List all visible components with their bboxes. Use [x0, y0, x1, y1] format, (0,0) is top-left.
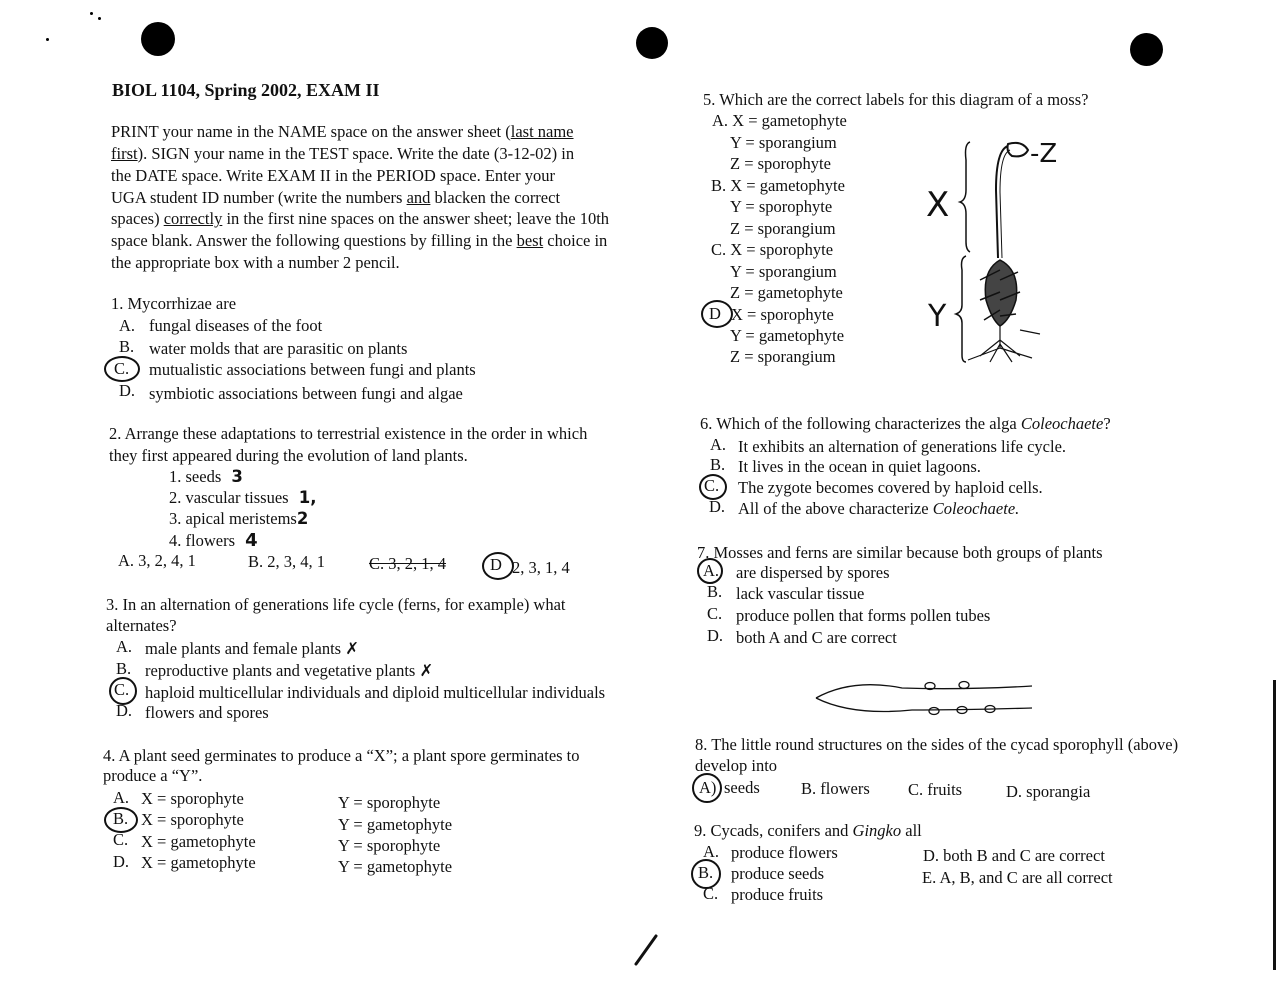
- option-letter: C.: [703, 884, 719, 903]
- option-x: X = sporophyte: [141, 810, 244, 829]
- question-stem: 9. Cycads, conifers and Gingko all: [694, 821, 922, 840]
- question-stem: alternates?: [106, 616, 177, 635]
- option-e: E. A, B, and C are all correct: [922, 868, 1113, 887]
- question-stem: develop into: [695, 756, 778, 775]
- option-y: Y = sporophyte: [338, 793, 441, 812]
- question-stem: 8. The little round structures on the sides of the cycad sporophyll (above): [695, 735, 1179, 754]
- option-text: seeds: [724, 778, 760, 797]
- question-stem: 7. Mosses and ferns are similar because both groups of plants: [697, 543, 1103, 562]
- option-line: Y = gametophyte: [730, 326, 845, 345]
- option-text: produce fruits: [731, 885, 824, 904]
- choice-d-text: 2, 3, 1, 4: [512, 558, 570, 577]
- question-stem: 1. Mycorrhizae are: [111, 294, 237, 313]
- option-letter: D.: [116, 701, 133, 720]
- option-text: mutualistic associations between fungi and plants: [149, 360, 476, 379]
- list-item: 1. seeds 3: [169, 467, 243, 486]
- instruction-line: UGA student ID number (write the numbers and blacken the correct: [111, 188, 561, 207]
- diagram-label-y: Y: [928, 299, 947, 334]
- option-letter: C.: [114, 359, 130, 378]
- option-letter: C.: [704, 476, 720, 495]
- option-letter: B.: [707, 582, 723, 601]
- option-text: produce pollen that forms pollen tubes: [736, 606, 991, 625]
- question-stem: 3. In an alternation of generations life cycle (ferns, for example) what: [106, 595, 566, 614]
- question-stem: 4. A plant seed germinates to produce a “X”; a plant spore germinates to: [103, 746, 580, 765]
- option-text: lack vascular tissue: [736, 584, 865, 603]
- moss-diagram: [920, 130, 1090, 370]
- option-x: X = sporophyte: [141, 789, 244, 808]
- option-letter: A.: [116, 637, 133, 656]
- option-text: It exhibits an alternation of generations life cycle.: [738, 437, 1067, 456]
- instruction-line: the appropriate box with a number 2 pencil.: [111, 253, 400, 272]
- cycad-sporophyll-diagram: [812, 676, 1042, 726]
- option-letter: D: [490, 555, 502, 574]
- option-text: both A and C are correct: [736, 628, 897, 647]
- speck: [90, 12, 93, 15]
- question-stem: they first appeared during the evolution of land plants.: [109, 446, 468, 465]
- option-letter: A.: [703, 561, 720, 580]
- question-stem: 5. Which are the correct labels for this diagram of a moss?: [703, 90, 1089, 109]
- instruction-line: spaces) correctly in the first nine spaces on the answer sheet; leave the 10th: [111, 209, 610, 228]
- option-letter: B.: [113, 809, 129, 828]
- option-y: Y = gametophyte: [338, 815, 453, 834]
- option-c: C. fruits: [908, 780, 963, 799]
- option-line: Z = sporangium: [730, 219, 836, 238]
- option-line: A. X = gametophyte: [712, 111, 847, 130]
- option-text: reproductive plants and vegetative plants ✗: [145, 661, 434, 680]
- diagram-label-z: -Z: [1030, 139, 1058, 169]
- option-text: All of the above characterize Coleochaete.: [738, 499, 1020, 518]
- punch-hole-left: [141, 22, 175, 56]
- option-letter: A.: [703, 842, 720, 861]
- speck: [98, 17, 101, 20]
- option-letter: C.: [114, 680, 130, 699]
- option-text: It lives in the ocean in quiet lagoons.: [738, 457, 981, 476]
- option-letter: C.: [707, 604, 723, 623]
- moss-capsule: [1008, 143, 1029, 157]
- option-letter: D.: [113, 852, 130, 871]
- option-letter: D.: [119, 381, 136, 400]
- option-letter: D.: [707, 626, 724, 645]
- option-text: fungal diseases of the foot: [149, 316, 323, 335]
- list-item: 3. apical meristems2: [169, 509, 309, 528]
- option-text: symbiotic associations between fungi and algae: [149, 384, 463, 403]
- page-edge-line: [1273, 680, 1276, 970]
- option-x: X = gametophyte: [141, 853, 256, 872]
- option-letter: D: [709, 304, 721, 323]
- option-text: produce seeds: [731, 864, 825, 883]
- option-line: X = sporophyte: [731, 305, 834, 324]
- option-letter: B.: [710, 455, 726, 474]
- option-letter: B.: [698, 863, 714, 882]
- option-text: water molds that are parasitic on plants: [149, 339, 408, 358]
- pencil-mark: [632, 934, 662, 968]
- option-line: Y = sporangium: [730, 133, 837, 152]
- option-text: produce flowers: [731, 843, 838, 862]
- option-line: Z = gametophyte: [730, 283, 843, 302]
- option-y: Y = sporophyte: [338, 836, 441, 855]
- option-letter: A.: [119, 316, 136, 335]
- x-brace: [960, 142, 970, 252]
- instruction-line: the DATE space. Write EXAM II in the PERIOD space. Enter your: [111, 166, 555, 185]
- list-item: 4. flowers 4: [169, 530, 258, 551]
- instruction-line: PRINT your name in the NAME space on the answer sheet (last name: [111, 122, 574, 141]
- option-text: The zygote becomes covered by haploid cells.: [738, 478, 1043, 497]
- option-letter: D.: [709, 497, 726, 516]
- moss-rhizoids: [968, 326, 1040, 362]
- option-text: male plants and female plants ✗: [145, 639, 360, 658]
- option-letter: B.: [119, 337, 135, 356]
- option-letter: B.: [116, 659, 132, 678]
- option-letter: A.: [710, 435, 727, 454]
- option-text: haploid multicellular individuals and diploid multicellular individuals: [145, 683, 606, 702]
- question-stem: 2. Arrange these adaptations to terrestrial existence in the order in which: [109, 424, 588, 443]
- speck: [46, 38, 49, 41]
- punch-hole-center: [636, 27, 668, 59]
- option-line: Z = sporophyte: [730, 154, 831, 173]
- y-brace: [956, 256, 966, 362]
- option-d: D. both B and C are correct: [923, 846, 1105, 865]
- option-x: X = gametophyte: [141, 832, 256, 851]
- instruction-line: space blank. Answer the following questions by filling in the best choice in: [111, 231, 608, 250]
- option-d: D. sporangia: [1006, 782, 1091, 801]
- choice-c: C. 3, 2, 1, 4: [369, 554, 447, 573]
- question-stem: produce a “Y”.: [103, 766, 203, 785]
- option-line: C. X = sporophyte: [711, 240, 834, 259]
- diagram-label-x: X: [926, 185, 950, 225]
- question-stem: 6. Which of the following characterizes the alga Coleochaete?: [700, 414, 1111, 433]
- option-text: flowers and spores: [145, 703, 269, 722]
- option-line: Y = sporangium: [730, 262, 837, 281]
- option-text: are dispersed by spores: [736, 563, 890, 582]
- instruction-line: first). SIGN your name in the TEST space. Write the date (3-12-02) in: [111, 144, 575, 163]
- option-letter: A): [699, 778, 717, 797]
- exam-title: BIOL 1104, Spring 2002, EXAM II: [112, 80, 380, 100]
- choice-a: A. 3, 2, 4, 1: [118, 551, 196, 570]
- option-letter: A.: [113, 788, 130, 807]
- option-letter: C.: [113, 830, 129, 849]
- choice-b: B. 2, 3, 4, 1: [248, 552, 326, 571]
- option-line: Y = sporophyte: [730, 197, 833, 216]
- option-b: B. flowers: [801, 779, 870, 798]
- option-line: Z = sporangium: [730, 347, 836, 366]
- list-item: 2. vascular tissues 1,: [169, 488, 317, 507]
- punch-hole-right: [1130, 33, 1163, 66]
- option-y: Y = gametophyte: [338, 857, 453, 876]
- option-line: B. X = gametophyte: [711, 176, 845, 195]
